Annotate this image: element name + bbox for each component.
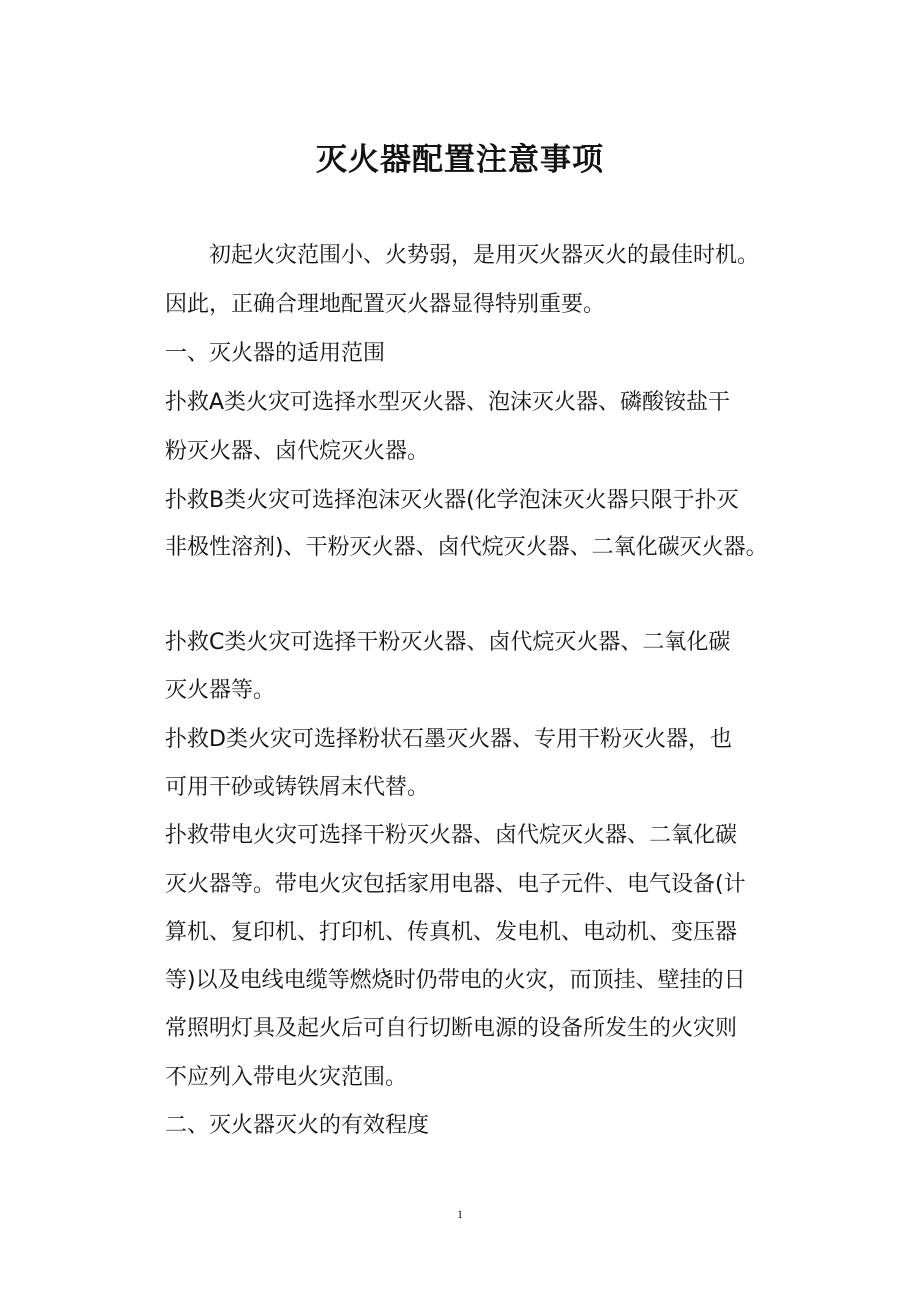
text-line: 非极性溶剂)、干粉灭火器、卤代烷灭火器、二氧化碳灭火器。	[165, 535, 768, 560]
section-heading: 二、灭火器灭火的有效程度	[165, 1113, 430, 1138]
text-line: 灭火器等。带电火灾包括家用电器、电子元件、电气设备(计	[165, 872, 746, 897]
text-line: 常照明灯具及起火后可自行切断电源的设备所发生的火灾则	[165, 1016, 738, 1041]
text-line: 灭火器等。	[165, 678, 276, 703]
text-line: 等)以及电线电缆等燃烧时仍带电的火灾，而顶挂、壁挂的日	[165, 968, 746, 993]
page-number: 1	[457, 1207, 463, 1221]
text-line: 扑救带电火灾可选择干粉灭火器、卤代烷灭火器、二氧化碳	[165, 823, 738, 848]
text-line: 粉灭火器、卤代烷灭火器。	[165, 439, 430, 464]
text-line: 扑救D类火灾可选择粉状石墨灭火器、专用干粉灭火器，也	[165, 727, 732, 752]
text-line: 初起火灾范围小、火势弱，是用灭火器灭火的最佳时机。	[165, 243, 760, 268]
text-line: 不应列入带电火灾范围。	[165, 1065, 408, 1090]
text-line: 扑救C类火灾可选择干粉灭火器、卤代烷灭火器、二氧化碳	[165, 630, 731, 655]
text-line: 因此，正确合理地配置灭火器显得特别重要。	[165, 292, 606, 317]
text-line: 可用干砂或铸铁屑末代替。	[165, 775, 430, 800]
section-heading: 一、灭火器的适用范围	[165, 341, 386, 366]
text-line: 扑救A类火灾可选择水型灭火器、泡沫灭火器、磷酸铵盐干	[165, 390, 731, 415]
text-line: 扑救B类火灾可选择泡沫灭火器(化学泡沫灭火器只限于扑灭	[165, 488, 739, 513]
page-title: 灭火器配置注意事项	[316, 142, 604, 178]
text-line: 算机、复印机、打印机、传真机、发电机、电动机、变压器	[165, 920, 738, 945]
